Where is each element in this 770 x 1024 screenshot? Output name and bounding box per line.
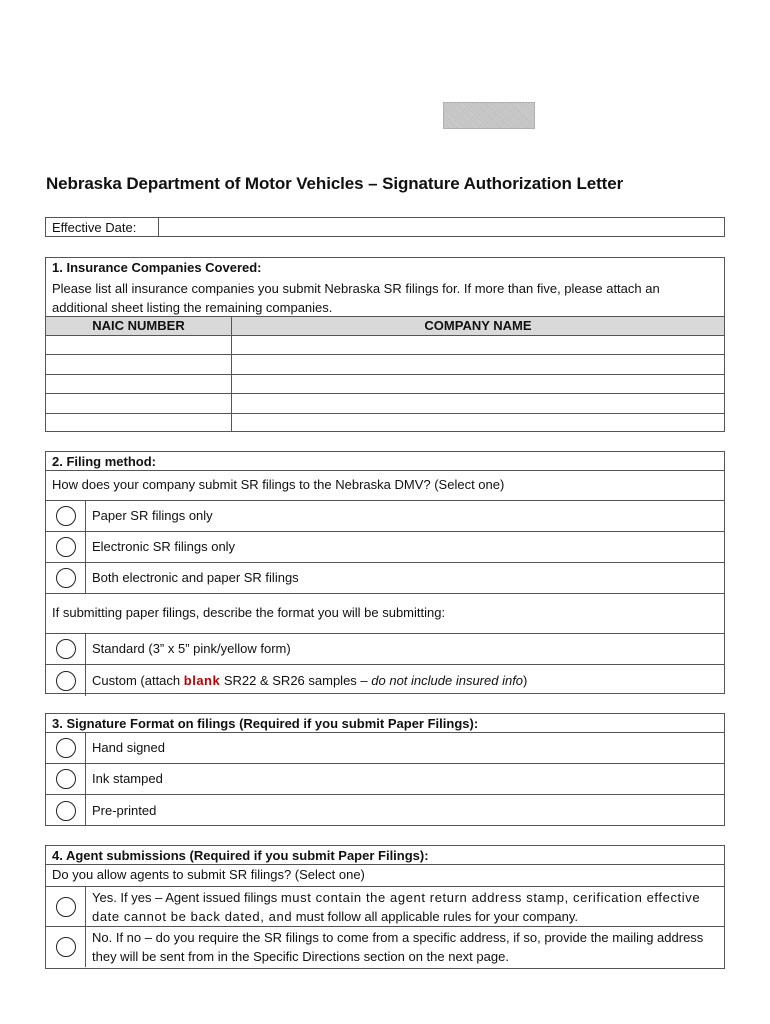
- option-agent-yes[interactable]: [46, 887, 724, 927]
- companies-table: [46, 316, 724, 432]
- yes-text-a: Yes. If yes – Agent issued filings: [92, 889, 281, 905]
- option-agent-no[interactable]: [46, 927, 724, 967]
- radio-button[interactable]: [56, 769, 76, 789]
- section-4-heading: 4. Agent submissions (Required if you submit Paper Filings):: [46, 846, 724, 865]
- option-label: Hand signed: [92, 740, 165, 755]
- naic-cell[interactable]: [46, 393, 232, 412]
- company-cell[interactable]: [232, 335, 724, 354]
- company-cell[interactable]: [232, 413, 724, 432]
- option-both[interactable]: [46, 563, 724, 594]
- yes-text-b: must contain the agent return address stamp, cerification effective date cannot be back dated, and: [92, 889, 701, 924]
- option-ink-stamped[interactable]: [46, 764, 724, 795]
- section-1-intro: Please list all insurance companies you submit Nebraska SR filings for. If more than five, please attach an additional sheet listing the remaining companies.: [52, 281, 660, 315]
- option-label: [86, 887, 724, 926]
- naic-cell[interactable]: [46, 354, 232, 373]
- radio-button[interactable]: [56, 537, 76, 557]
- option-label: Ink stamped: [92, 771, 163, 786]
- option-label: Electronic SR filings only: [92, 539, 236, 554]
- company-cell[interactable]: [232, 374, 724, 393]
- column-header-company: COMPANY NAME: [232, 316, 724, 335]
- option-label: Both electronic and paper SR filings: [92, 570, 299, 585]
- custom-suffix: ): [523, 672, 528, 688]
- radio-button[interactable]: [56, 506, 76, 526]
- format-question: If submitting paper filings, describe the format you will be submitting:: [46, 594, 724, 634]
- blank-highlight: blank: [183, 672, 221, 688]
- section-signature-format: [45, 713, 725, 826]
- yes-text-c: must follow all applicable rules for your company.: [292, 908, 579, 924]
- option-paper-only[interactable]: [46, 501, 724, 532]
- section-3-heading: 3. Signature Format on filings (Required if you submit Paper Filings):: [46, 714, 724, 733]
- page-title: Nebraska Department of Motor Vehicles – Signature Authorization Letter: [46, 174, 624, 193]
- filing-method-question: How does your company submit SR filings to the Nebraska DMV? (Select one): [46, 471, 724, 501]
- company-cell[interactable]: [232, 354, 724, 373]
- effective-date-row: [45, 217, 725, 237]
- radio-button[interactable]: [56, 937, 76, 957]
- company-cell[interactable]: [232, 393, 724, 412]
- section-2-heading: 2. Filing method:: [46, 452, 724, 471]
- radio-button[interactable]: [56, 671, 76, 691]
- section-filing-method: [45, 451, 725, 694]
- option-custom-format[interactable]: [46, 665, 724, 696]
- section-insurance-companies: [45, 257, 725, 432]
- option-standard-format[interactable]: [46, 634, 724, 665]
- naic-cell[interactable]: [46, 413, 232, 432]
- naic-cell[interactable]: [46, 374, 232, 393]
- option-label: [86, 665, 724, 696]
- radio-button[interactable]: [56, 639, 76, 659]
- section-agent-submissions: [45, 845, 725, 969]
- option-label: No. If no – do you require the SR filings to come from a specific address, if so, provide the mailing address they will be sent from in the Specific Directions section on the next page.: [92, 930, 704, 964]
- option-label: Standard (3” x 5” pink/yellow form): [92, 641, 291, 656]
- radio-button[interactable]: [56, 738, 76, 758]
- option-electronic-only[interactable]: [46, 532, 724, 563]
- effective-date-label: Effective Date:: [46, 218, 159, 236]
- agent-question: Do you allow agents to submit SR filings? (Select one): [46, 865, 724, 887]
- radio-button[interactable]: [56, 568, 76, 588]
- option-hand-signed[interactable]: [46, 733, 724, 764]
- custom-middle: SR22 & SR26 samples –: [220, 672, 372, 688]
- custom-italic-note: do not include insured info: [371, 672, 524, 688]
- radio-button[interactable]: [56, 801, 76, 821]
- naic-cell[interactable]: [46, 335, 232, 354]
- option-label: Pre-printed: [92, 802, 157, 818]
- effective-date-field[interactable]: [159, 218, 724, 236]
- radio-button[interactable]: [56, 897, 76, 917]
- section-1-heading: 1. Insurance Companies Covered:: [52, 260, 262, 275]
- option-pre-printed[interactable]: [46, 795, 724, 826]
- column-header-naic: NAIC NUMBER: [46, 316, 232, 335]
- option-label: Paper SR filings only: [92, 508, 213, 523]
- header-logo-placeholder: [443, 102, 535, 129]
- custom-prefix: Custom (attach: [92, 672, 184, 688]
